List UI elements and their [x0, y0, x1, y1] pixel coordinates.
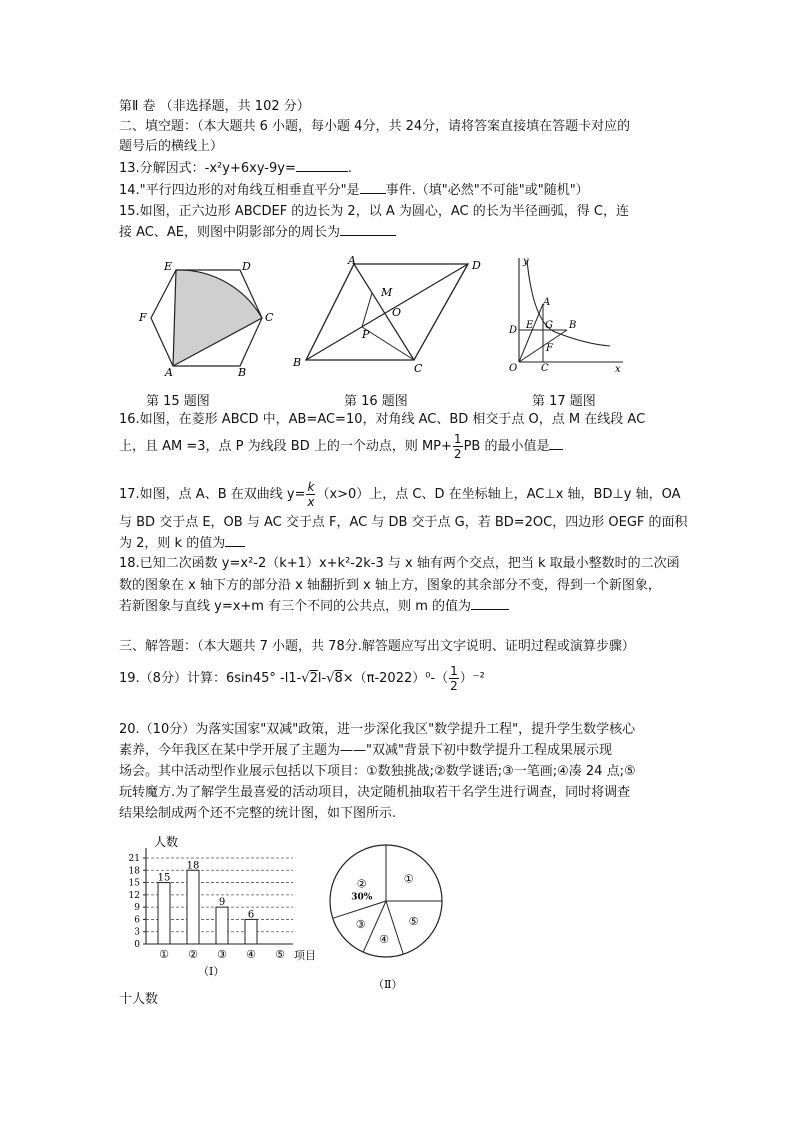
- question-15-line2: [119, 224, 396, 242]
- question-20-line4: 玩转魔方.为了解学生最喜爱的活动项目，决定随机抽取若干名学生进行调查，同时将调查: [119, 785, 631, 800]
- hyper-label-y: y: [523, 256, 529, 267]
- section3-title: 三、解答题：（本大题共 7 小题，共 78分.解答题应写出文字说明、证明过程或演算步骤）: [119, 639, 635, 654]
- q17-text-a: 17.如图，点 A、B 在双曲线 y=: [119, 487, 306, 502]
- hyper-label-c: C: [541, 363, 549, 374]
- rhombus-diagonal-ac: [354, 264, 414, 360]
- question-18-line2: 数的图象在 x 轴下方的部分沿 x 轴翻折到 x 轴上方，图象的其余部分不变，得到一个新图象，: [119, 578, 661, 593]
- pie-percent-label: 30%: [351, 892, 373, 903]
- hex-label-d: D: [242, 260, 251, 273]
- bar-chart-caption: （Ⅰ）: [198, 965, 225, 978]
- section2-title: 第Ⅱ 卷 （非选择题，共 102 分）: [119, 99, 310, 114]
- hex-shaded-region: [173, 270, 262, 366]
- q15-blank: [340, 225, 396, 236]
- segment-pc: [362, 327, 414, 360]
- caption-figure-16: 第 16 题图: [344, 394, 408, 409]
- q16-fraction: [453, 432, 463, 461]
- q13-text: 13.分解因式：-x²y+6xy-9y=: [119, 161, 296, 176]
- q17-text-b: （x>0）上，点 C、D 在坐标轴上，AC⊥x 轴，BD⊥y 轴，OA: [316, 487, 681, 502]
- pie-marks-group: [330, 845, 442, 957]
- q19-text-a: 19.（8分）计算：6sin45° -l1-: [119, 671, 302, 686]
- bar-marks-group: [129, 854, 293, 961]
- fill-instructions-1: 二、填空题：（本大题共 6 小题，每小题 4分，共 24分，请将答案直接填在答题卡对应的: [119, 119, 631, 134]
- q17-frac-num: k: [307, 480, 315, 494]
- rhombus-label-o: O: [392, 306, 402, 319]
- q13-blank: [296, 161, 348, 172]
- q19-frac-num: 1: [450, 664, 458, 678]
- q17-text-c: 为 2，则 k 的值为: [119, 536, 226, 551]
- q19-text-b: l-: [317, 671, 327, 686]
- pie-chart: [325, 834, 455, 994]
- bar-category-label: ④: [246, 948, 256, 961]
- segment-oa: [519, 304, 543, 362]
- hyper-label-e: E: [526, 320, 534, 331]
- question-16-line2: [119, 432, 563, 461]
- q19-sqrt8: 8: [334, 671, 343, 686]
- question-15-line1: 15.如图，正六边形 ABCDEF 的边长为 2，以 A 为圆心，AC 的长为半径画弧，得 C，连: [119, 204, 629, 219]
- question-17-line3: [119, 535, 245, 553]
- question-20-line5: 结果绘制成两个还不完整的统计图，如下图所示.: [119, 806, 397, 821]
- hex-label-f: F: [139, 311, 147, 324]
- hyper-label-a: A: [543, 297, 551, 308]
- question-20-line2: 素养，今年我区在某中学开展了主题为——"双减"背景下初中数学提升工程成果展示现: [119, 743, 612, 758]
- bar-chart: [118, 834, 323, 984]
- q16-text-a: 上，且 AM =3，点 P 为线段 BD 上的一个动点，则 MP+: [119, 439, 452, 454]
- q19-frac-den: 2: [450, 679, 458, 693]
- question-18-line3: [119, 598, 509, 616]
- bar-category-label: ①: [159, 948, 169, 961]
- caption-figure-15: 第 15 题图: [146, 394, 210, 409]
- question-16-line1: 16.如图，在菱形 ABCD 中，AB=AC=10，对角线 AC、BD 相交于点 O，点 M 在线段 AC: [119, 412, 646, 427]
- hex-label-a: A: [165, 366, 173, 378]
- q15-text: 接 AC、AE，则图中阴影部分的周长为: [119, 225, 340, 240]
- q14-text-end: 事件.（填"必然"不可能"或"随机"）: [385, 183, 589, 198]
- q17-blank: [225, 536, 245, 547]
- q14-text: 14."平行四边形的对角线互相垂直平分"是: [119, 183, 360, 198]
- q17-frac-den: x: [307, 495, 315, 509]
- q14-blank: [360, 183, 386, 194]
- figure-17-hyperbola: [505, 252, 630, 377]
- q16-frac-num: 1: [453, 432, 462, 446]
- rhombus-label-p: P: [362, 328, 370, 341]
- bar-y-tick-label: 0: [134, 940, 140, 950]
- q19-text-d: ）⁻²: [459, 671, 485, 686]
- figure-15-hexagon: [132, 258, 282, 378]
- hyper-label-f: F: [546, 343, 553, 354]
- footer-text: 十人数: [119, 992, 159, 1007]
- rhombus-label-a: A: [348, 254, 356, 267]
- hyper-label-x: x: [615, 364, 621, 375]
- figure-16-rhombus: [290, 252, 490, 377]
- rhombus-label-m: M: [381, 286, 393, 299]
- question-20-line3: 场会。其中活动型作业展示包括以下项目：①数独挑战;②数学谜语;③一笔画;④凑 24 点;⑤: [119, 764, 636, 779]
- pie-slice-label: ④: [379, 932, 389, 946]
- q16-text-b: PB 的最小值是: [463, 439, 550, 454]
- question-20-line1: 20.（10分）为落实国家"双减"政策，进一步深化我区"数学提升工程"，提升学生数学核心: [119, 722, 636, 737]
- bar: [158, 883, 170, 944]
- rhombus-label-d: D: [472, 259, 481, 272]
- question-18-line1: 18.已知二次函数 y=x²-2（k+1）x+k²-2k-3 与 x 轴有两个交点，把当 k 取最小整数时的二次函: [119, 556, 680, 571]
- question-14: [119, 182, 589, 200]
- bar-y-tick-label: 18: [128, 866, 140, 877]
- rhombus-label-b: B: [293, 356, 302, 369]
- hyper-label-d: D: [509, 325, 518, 336]
- q17-fraction: [306, 480, 315, 509]
- bar-y-tick-label: 3: [134, 927, 140, 938]
- question-17-line2: 与 BD 交于点 E，OB 与 AC 交于点 F，AC 与 DB 交于点 G，若 BD=2OC，四边形 OEGF 的面积: [119, 515, 688, 530]
- bar-value-label: 9: [218, 897, 226, 909]
- pie-slice-label: ⑤: [408, 914, 419, 928]
- q16-blank: [549, 439, 563, 450]
- pie-slice-label: ③: [355, 917, 366, 931]
- sqrt-symbol: √: [301, 671, 310, 686]
- q16-frac-den: 2: [453, 447, 462, 461]
- rhombus-label-c: C: [414, 362, 423, 375]
- bar-value-label: 15: [157, 872, 171, 884]
- bar: [216, 907, 228, 944]
- bar-chart-title: 人数: [154, 835, 179, 849]
- hyperbola-curve: [527, 260, 610, 346]
- hex-label-b: B: [238, 366, 247, 378]
- fill-instructions-2: 题号后的横线上）: [119, 139, 224, 154]
- bar-y-tick-label: 21: [128, 854, 140, 864]
- hex-label-c: C: [265, 311, 274, 324]
- hex-label-e: E: [164, 260, 173, 273]
- q18-blank: [471, 599, 509, 610]
- bar-y-tick-label: 6: [134, 915, 140, 926]
- bar-y-tick-label: 15: [128, 878, 140, 889]
- bar-y-tick-label: 12: [128, 890, 140, 901]
- question-17-line1: [119, 480, 681, 509]
- sqrt-symbol-2: √: [326, 671, 335, 686]
- q19-text-c: ×（π-2022）⁰-（: [342, 671, 449, 686]
- q19-sqrt2: 2: [309, 671, 318, 686]
- bar-category-label: ③: [217, 948, 227, 961]
- bar-value-label: 6: [247, 909, 255, 921]
- bar: [245, 919, 257, 944]
- bar-y-tick-label: 9: [134, 903, 140, 914]
- caption-figure-17: 第 17 题图: [532, 394, 596, 409]
- q19-fraction: [449, 664, 459, 693]
- question-19: [119, 664, 485, 693]
- bar-x-label: 项目: [294, 949, 316, 962]
- bar-value-label: 18: [186, 860, 200, 872]
- q18-text: 若新图象与直线 y=x+m 有三个不同的公共点，则 m 的值为: [119, 599, 472, 614]
- question-13: 13.分解因式：-x²y+6xy-9y= .: [119, 161, 352, 176]
- pie-slice-label: ②: [356, 877, 367, 891]
- hyper-label-o: O: [509, 363, 518, 374]
- bar-category-label: ⑤: [275, 948, 285, 961]
- bar: [187, 870, 199, 944]
- hyper-label-b: B: [569, 320, 577, 331]
- bar-category-label: ②: [188, 948, 198, 961]
- hyper-label-g: G: [545, 320, 553, 331]
- pie-slice-label: ①: [403, 872, 414, 886]
- pie-chart-caption: （Ⅱ）: [373, 978, 403, 991]
